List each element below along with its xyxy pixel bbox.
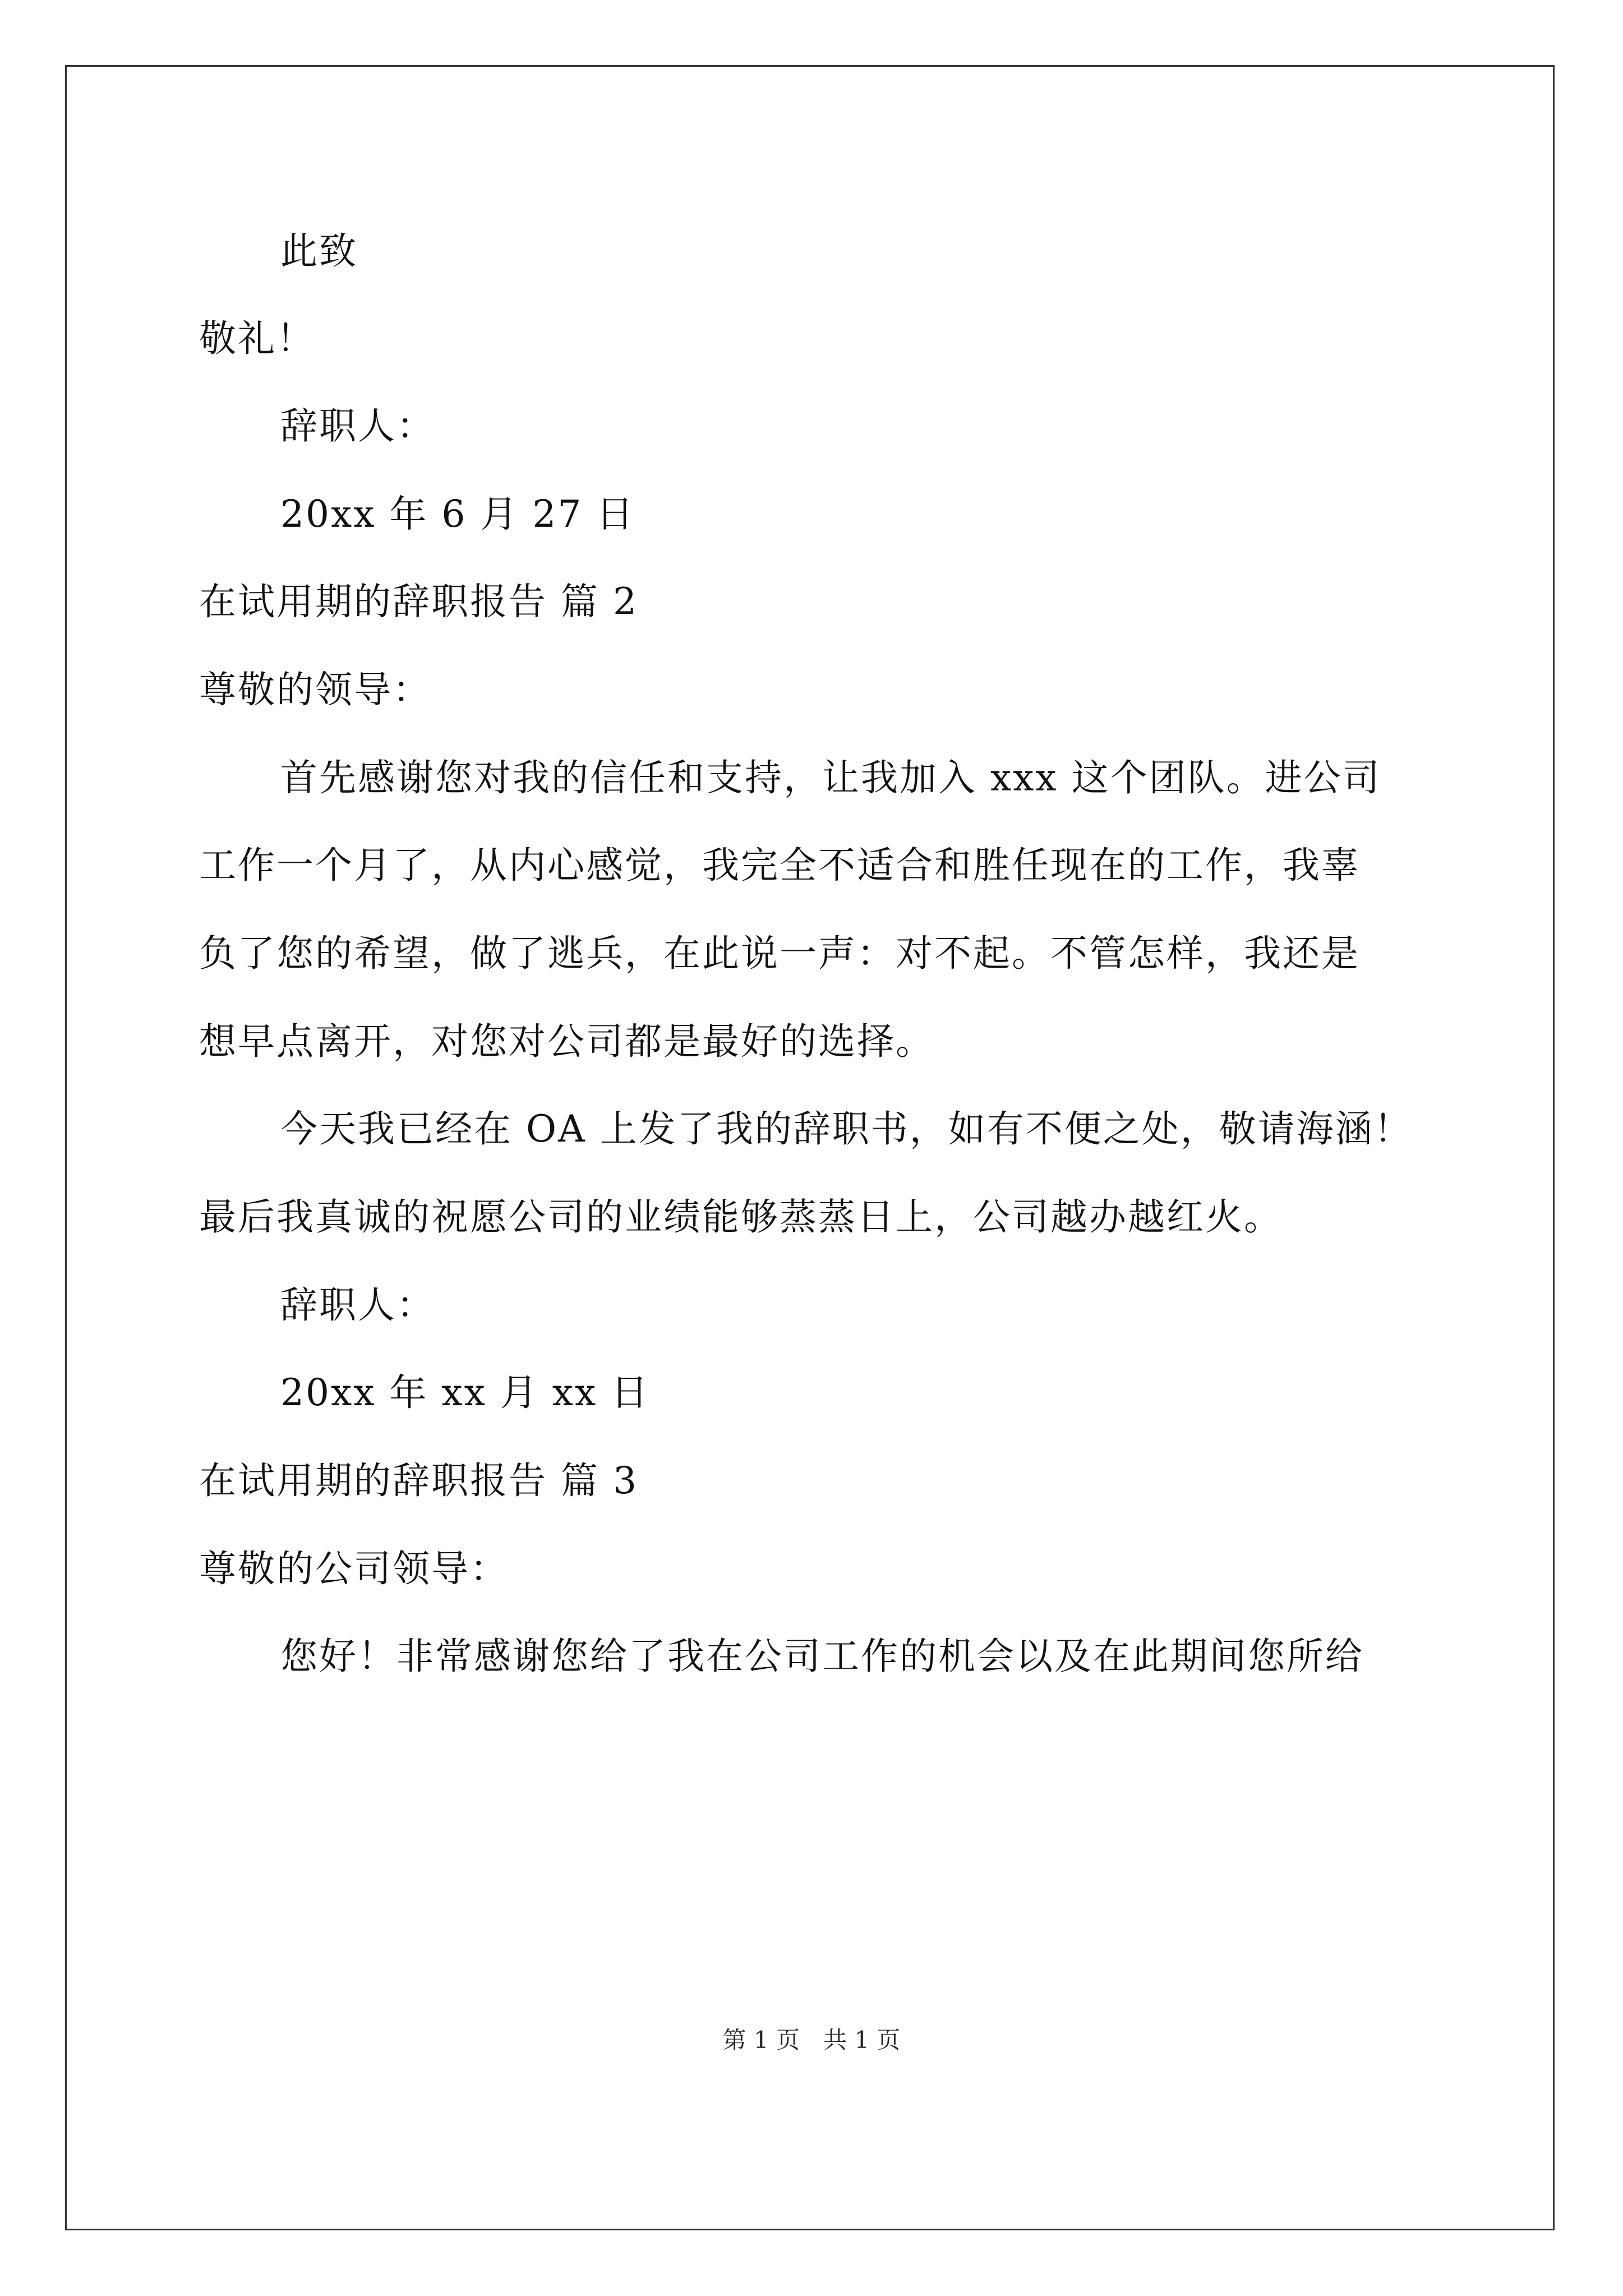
closing-salutation: 此致 (280, 229, 358, 273)
paragraph-line: 您好！非常感谢您给了我在公司工作的机会以及在此期间您所给 (280, 1635, 1364, 1678)
greeting: 尊敬的领导： (199, 668, 431, 711)
paragraph-line: 最后我真诚的祝愿公司的业绩能够蒸蒸日上，公司越办越红火。 (199, 1195, 1283, 1239)
paragraph-line: 负了您的希望，做了逃兵，在此说一声：对不起。不管怎样，我还是 (199, 932, 1360, 975)
signer-label: 辞职人： (280, 1283, 435, 1327)
page-number-footer: 第 1 页 共 1 页 (722, 2026, 901, 2054)
paragraph-line: 今天我已经在 OA 上发了我的辞职书，如有不便之处，敬请海涵！ (280, 1107, 1413, 1151)
paragraph-line: 想早点离开，对您对公司都是最好的选择。 (199, 1020, 934, 1063)
section-heading: 在试用期的辞职报告 篇 2 (199, 580, 638, 623)
paragraph-line: 首先感谢您对我的信任和支持，让我加入 xxx 这个团队。进公司 (280, 756, 1381, 799)
signer-label: 辞职人： (280, 404, 435, 448)
date-line: 20xx 年 xx 月 xx 日 (280, 1371, 650, 1414)
closing-regards: 敬礼！ (199, 317, 315, 360)
paragraph-line: 工作一个月了，从内心感觉，我完全不适合和胜任现在的工作，我辜 (199, 844, 1360, 887)
date-line: 20xx 年 6 月 27 日 (280, 493, 635, 536)
greeting: 尊敬的公司领导： (199, 1547, 509, 1590)
section-heading: 在试用期的辞职报告 篇 3 (199, 1459, 638, 1502)
